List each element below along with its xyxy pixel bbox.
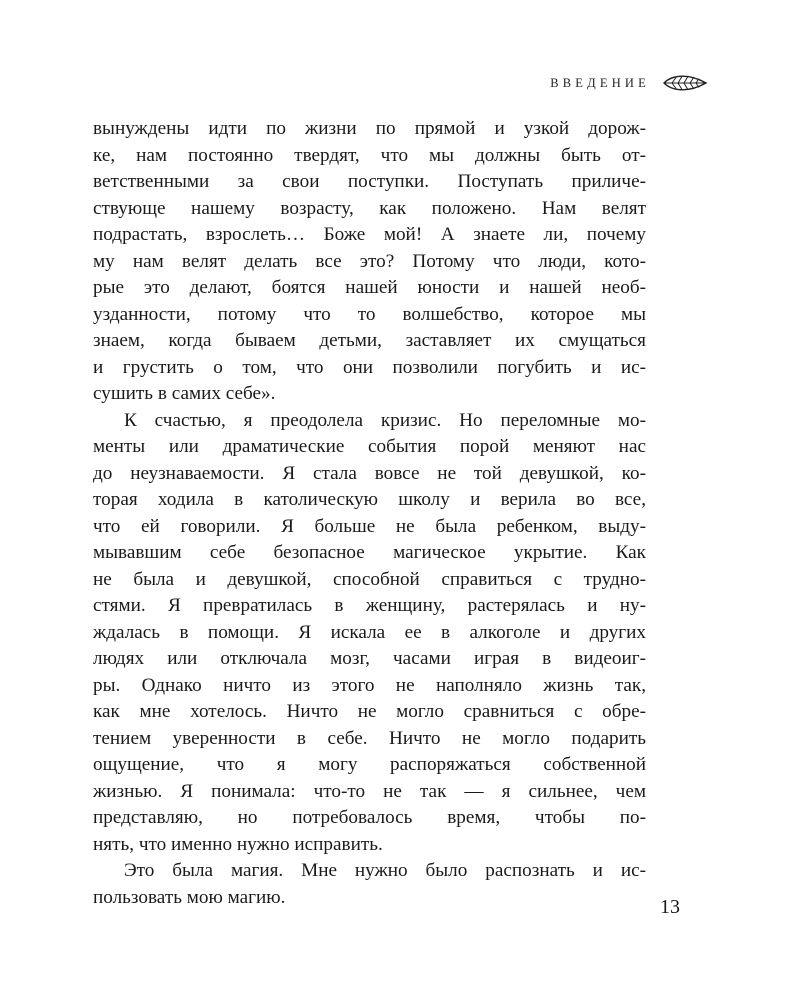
page-number: 13	[660, 896, 680, 918]
text-line: стями. Я превратилась в женщину, растерялась и ну-	[93, 595, 646, 616]
leaf-icon	[662, 72, 708, 94]
text-line: Это была магия. Мне нужно было распознать и ис-	[124, 860, 646, 881]
text-line: до неузнаваемости. Я стала вовсе не той девушкой, ко-	[93, 462, 646, 484]
body-text	[93, 116, 646, 911]
text-line: представляю, но потребовалось время, чтобы по-	[93, 807, 646, 828]
text-line: ждалась в помощи. Я искала ее в алкоголе и других	[93, 621, 646, 643]
text-line: менты или драматические события порой меняют нас	[93, 436, 646, 457]
text-line: подрастать, взрослеть… Боже мой! А знаете ли, почему	[93, 224, 646, 245]
text-line: ветственными за свои поступки. Поступать приличе-	[93, 171, 646, 192]
text-line: как мне хотелось. Ничто не могло сравниться с обре-	[93, 701, 646, 722]
text-line: узданности, потому что то волшебство, которое мы	[93, 303, 646, 325]
text-line: торая ходила в католическую школу и верила во все,	[93, 489, 646, 510]
text-line: мывавшим себе безопасное магическое укрытие. Как	[93, 542, 646, 563]
running-head	[550, 72, 708, 94]
text-line: ры. Однако ничто из этого не наполняло жизнь так,	[93, 674, 646, 696]
text-line: что ей говорили. Я больше не была ребенком, выду-	[93, 515, 646, 537]
text-line: вынуждены идти по жизни по прямой и узкой дорож-	[93, 118, 646, 139]
text-line: му нам велят делать все это? Потому что люди, кото-	[93, 250, 646, 272]
text-line: К счастью, я преодолела кризис. Но переломные мо-	[124, 409, 646, 431]
text-line: ке, нам постоянно твердят, что мы должны быть от-	[93, 144, 646, 166]
text-line: жизнью. Я понимала: что-то не так — я сильнее, чем	[93, 780, 646, 802]
text-line: рые это делают, боятся нашей юности и нашей необ-	[93, 277, 646, 298]
text-line: пользовать мою магию.	[93, 886, 286, 908]
section-title: ВВЕДЕНИЕ	[550, 75, 650, 90]
text-line: и грустить о том, что они позволили погубить и ис-	[93, 356, 646, 378]
text-line: сушить в самих себе».	[93, 383, 276, 404]
text-line: людях или отключала мозг, часами играя в видеоиг-	[93, 648, 646, 669]
text-line: ствующе нашему возрасту, как положено. Нам велят	[93, 197, 646, 219]
text-line: ощущение, что я могу распоряжаться собственной	[93, 754, 646, 775]
text-line: тением уверенности в себе. Ничто не могло подарить	[93, 727, 646, 749]
text-line: знаем, когда бываем детьми, заставляет их смущаться	[93, 330, 646, 351]
text-line: нять, что именно нужно исправить.	[93, 833, 383, 855]
text-line: не была и девушкой, способной справиться с трудно-	[93, 568, 646, 590]
